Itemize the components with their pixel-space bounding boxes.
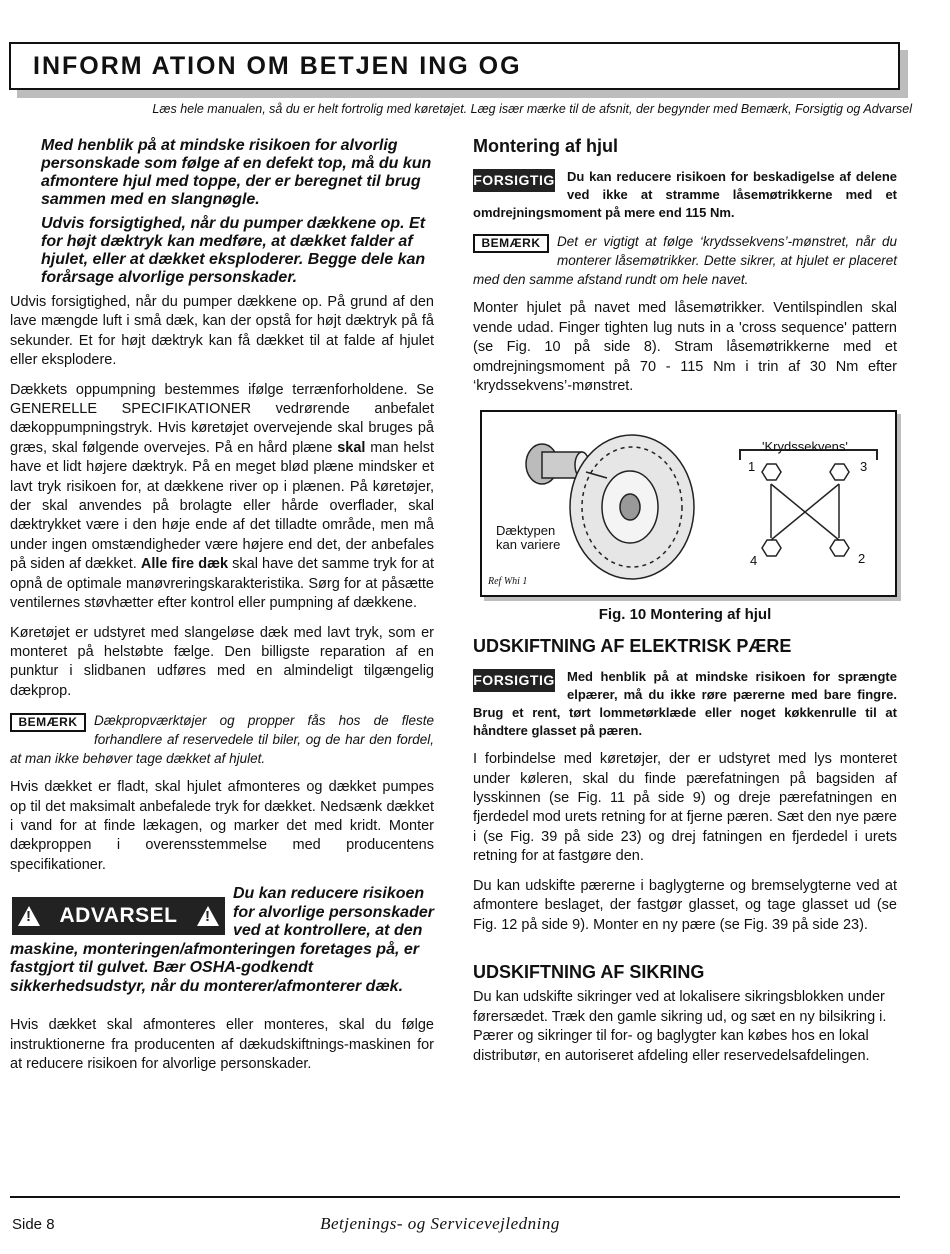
caution-text: Med henblik på at mindske risikoen for sprængte elpærer, må du ikke røre pærerne med bare fingre. Brug et rent, tørt lommetørklæde eller noget køkkenrulle til at håndtere glasset på pæren. xyxy=(473,669,897,739)
note-plug xyxy=(10,711,434,768)
paragraph-flat: Hvis dækket er fladt, skal hjulet afmonteres og dækket pumpes op til det maksimalt anbefalede tryk for dækket. Nedsænk dækket i vand for at finde lækagen, og marker det med kridt. Monter dækproppen i overensstemmelse med producentens specifikationer. xyxy=(10,779,434,873)
label-cross-sequence: 'Krydssekvens' xyxy=(762,439,848,455)
label-nut-1: 1 xyxy=(748,459,756,475)
note-text: Det er vigtigt at følge ‘krydssekvens’-mønstret, når du monterer låsemøtrikker. Dette sikrer, at hjulet er placeret med den samme afstand rundt om hele navet. xyxy=(473,234,897,288)
advarsel-text: Du kan reducere risikoen for alvorlige personskader ved at kontrollere, at den maskine, monteringen/afmonteringen foretages på, er fastgjort til gulvet. Bær OSHA-godkendt sikkerhedsudstyr, når du monterer/afmonterer dæk. xyxy=(10,885,434,995)
label-nut-2: 2 xyxy=(858,551,866,567)
paragraph-mount: Hvis dækket skal afmonteres eller monteres, skal du følge instruktionerne fra producenten af dækudskiftnings-maskinen for at reducere risikoen for alvorlige personskader. xyxy=(10,1017,434,1072)
caution-bulb xyxy=(473,668,897,740)
page-subtitle: Læs hele manualen, så du er helt fortrolig med køretøjet. Læg især mærke til de afsnit, der begynder med Bemærk, Forsigtig og Advarsel xyxy=(152,102,912,116)
caution-torque xyxy=(473,168,897,222)
footer-page-number: Side 8 xyxy=(12,1216,55,1233)
page-title: INFORM ATION OM BETJEN ING OG xyxy=(33,52,522,80)
tire-icon xyxy=(570,435,694,579)
label-tire-type xyxy=(496,524,560,552)
paragraph-bulb-rear: Du kan udskifte pærerne i baglygterne og bremselygterne ved at afmontere beslaget, der fastgør glasset, og tage glasset ud (se Fig. 12 på side 9). Monter en ny pære (se Fig. 39 på side 23). xyxy=(473,877,897,933)
paragraph-bulb-front: I forbindelse med køretøjer, der er udstyret med lys monteret under køleren, skal du finde pærefatningen på bagsiden af lysskinnen (se Fig. 11 på side 9) og dreje pærefatningen en fjerdedel mod urets retning for at fjerne pæren. Sæt den nye pære i (se Fig. 39 på side 23) og drej fatningen en fjerdedel i urets retning for at fastgøre den. xyxy=(473,751,897,865)
cross-lines xyxy=(771,484,839,540)
forsigtig-badge: FORSIGTIG xyxy=(473,669,555,692)
header-box xyxy=(9,42,900,90)
heading-wheel-mount: Montering af hjul xyxy=(473,136,618,156)
warning-top-text: Med henblik på at mindske risikoen for alvorlig personskade som følge af en defekt top, må du kun afmontere hjul med toppe, der er beregnet til brug sammen med en slangnøgle. xyxy=(41,137,432,208)
left-column xyxy=(10,137,434,1084)
label-nut-4: 4 xyxy=(750,553,758,569)
text-bold: Alle fire dæk xyxy=(140,556,229,573)
paragraph-tubeless: Køretøjet er udstyret med slangeløse dæk med lavt tryk, som er monteret på helstøbte fælge. Den billigste reparation af en punktur i slidbanen udføres med en almindeligt tilgængelig dækprop. xyxy=(10,624,434,699)
right-column xyxy=(473,137,897,1076)
paragraph-inflation xyxy=(10,381,434,614)
label-line: Dæktypen xyxy=(496,523,556,539)
note-cross xyxy=(473,232,897,289)
note-text: Dækpropværktøjer og propper fås hos de fleste forhandlere af reservedele til biler, og de har den fordel, at man ikke behøver tage dækket af hjulet. xyxy=(10,713,434,767)
advarsel-badge xyxy=(12,897,225,935)
bemaerk-badge: BEMÆRK xyxy=(10,713,86,732)
warning-pressure-text: Udvis forsigtighed, når du pumper dækkene op. Et for højt dæktryk kan medføre, at dækket falder af hjulet, eller at dækket eksploderer. Begge dele kan forårsage alvorlige personskader. xyxy=(41,215,426,286)
advarsel-block xyxy=(10,885,434,996)
footer-title: Betjenings- og Servicevejledning xyxy=(320,1214,560,1233)
warning-triangle-icon xyxy=(197,906,219,926)
figure-ref: Ref Whi 1 xyxy=(488,576,528,588)
label-nut-3: 3 xyxy=(860,459,868,475)
text-bold: skal xyxy=(337,439,366,456)
paragraph-fuse: Du kan udskifte sikringer ved at lokalisere sikringsblokken under førersædet. Træk den gamle sikring ud, og sæt en ny bilsikring i. Pærer og sikringer til for- og baglygter kan købes hos en lokal distributør, en autoriseret afdeling eller reservedelsafdelingen. xyxy=(473,989,887,1064)
paragraph-pressure: Udvis forsigtighed, når du pumper dækkene op. På grund af den lave mængde luft i små dæk, kan der opstå for højt dæktryk på få sekunder. Et for højt dæktryk kan få dækket til at falde af hjulet eller eksplodere. xyxy=(10,294,434,369)
figure-caption: Fig. 10 Montering af hjul xyxy=(598,606,772,624)
advarsel-label: ADVARSEL xyxy=(59,904,178,928)
label-line: kan variere xyxy=(496,537,561,553)
bemaerk-badge: BEMÆRK xyxy=(473,234,549,253)
heading-bulb: UDSKIFTNING AF ELEKTRISK PÆRE xyxy=(473,635,792,656)
text-run: skal have det samme tryk for at opnå de optimale manøvreringskarakteristika. Sørg for at påsætte ventilernes støvhætter efter kontrol eller pumpning af dækkene. xyxy=(10,556,435,612)
caution-text: Du kan reducere risikoen for beskadigelse af delene ved ikke at stramme låsemøtrikkerne med et omdrejningsmoment på mere end 115 Nm. xyxy=(473,169,897,221)
figure-wheel-mount xyxy=(480,410,897,597)
text-run: man helst have et lidt højere dæktryk. På en meget blød plæne mindsker et lavt tryk risikoen for, at dækkene river op i plænen. På køretøjer, der skal anvendes på brolagte eller hårde overflader, skal dæktrykket være i den høje ende af det tilladte område, men må under ingen omstændigheder være højere end det, der anbefales på siden af dækket. xyxy=(10,439,434,573)
lug-nut-icon xyxy=(762,464,849,556)
warning-triangle-icon xyxy=(18,906,40,926)
text-run: Dækkets oppumpning bestemmes ifølge terrænforholdene. Se GENERELLE SPECIFIKATIONER vedrørende anbefalet dækoppumpningstryk. Hvis køretøjet overvejende skal bruges på græs, skal følgende overvejes. På en hård plæne xyxy=(10,381,434,456)
footer-divider xyxy=(10,1196,900,1198)
heading-fuse: UDSKIFTNING AF SIKRING xyxy=(473,961,705,982)
forsigtig-badge: FORSIGTIG xyxy=(473,169,555,192)
paragraph-wheel: Monter hjulet på navet med låsemøtrikker. Ventilspindlen skal vende udad. Finger tighten lug nuts in a 'cross sequence' pattern (se Fig. 10 på side 8). Stram låsemøtrikkerne med et omdrejningsmoment på 70 - 115 Nm i trin af 30 Nm efter ‘krydssekvens’-mønstret. xyxy=(473,300,897,395)
